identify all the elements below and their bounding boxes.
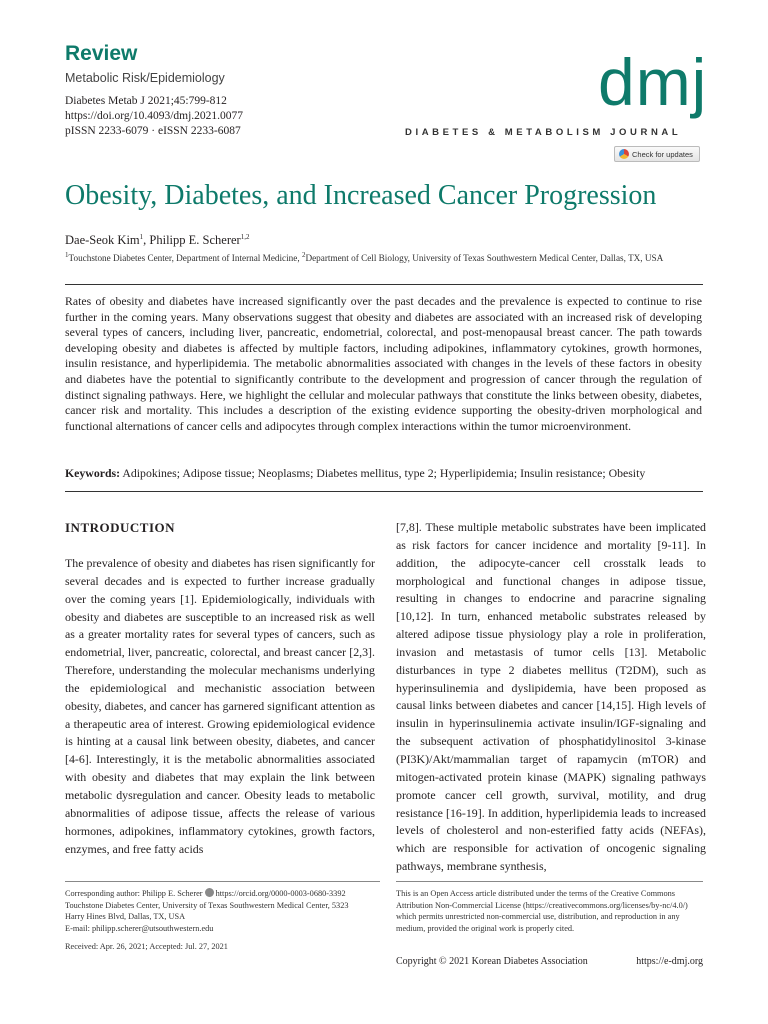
received-dates: Received: Apr. 26, 2021; Accepted: Jul. 27, 2021 bbox=[65, 942, 228, 951]
section-heading: INTRODUCTION bbox=[65, 520, 176, 535]
doi-link[interactable]: https://doi.org/10.4093/dmj.2021.0077 bbox=[65, 110, 244, 122]
issn: pISSN 2233-6079 · eISSN 2233-6087 bbox=[65, 125, 241, 137]
authors bbox=[65, 233, 249, 248]
author-name: Dae-Seok Kim bbox=[65, 233, 140, 247]
email[interactable]: E-mail: philipp.scherer@utsouthwestern.edu bbox=[65, 923, 214, 933]
journal-name: DIABETES & METABOLISM JOURNAL bbox=[405, 127, 682, 138]
article-category: Metabolic Risk/Epidemiology bbox=[65, 71, 225, 85]
affiliation-mark: 2 bbox=[301, 250, 306, 259]
citation: Diabetes Metab J 2021;45:799-812 bbox=[65, 95, 227, 107]
keywords bbox=[65, 466, 702, 481]
orcid-link[interactable]: https://orcid.org/0000-0003-0680-3392 bbox=[215, 889, 346, 898]
footnote-rule bbox=[396, 881, 703, 882]
article-title: Obesity, Diabetes, and Increased Cancer Progression bbox=[65, 180, 657, 211]
body-column-left: The prevalence of obesity and diabetes has risen significantly for several decades and is expected to further increase gradually over the coming years [1]. Epidemiologically, individuals with obesity and diabetes are susceptible to an increased risk as well as a greater mortality rates for several types of cancers, such as endometrial, liver, pancreatic, colorectal, and breast cancer [2,3]. Therefore, understanding the molecular mechanisms underlying the epidemiological and mechanistic association between obesity, diabetes, and cancer has garnered significant attention as a therapeutic area of interest. Growing epidemiological evidence is hinting at a causal link between obesity, diabetes, and cancer [4-6]. Interestingly, it is the metabolic abnormalities associated with obesity and diabetes that may explain the link between metabolic dysregulation and cancer. Obesity leads to metabolic abnormalities of adipose tissue, affects the release of various hormones, adipokines, inflammatory cytokines, growth factors, enzymes, and free fatty acids bbox=[65, 556, 375, 856]
abstract-bottom-rule bbox=[65, 491, 703, 492]
corresponding-author bbox=[65, 888, 380, 934]
check-updates-label: Check for updates bbox=[632, 149, 693, 159]
copyright: Copyright © 2021 Korean Diabetes Association bbox=[396, 956, 588, 967]
copyright-bar bbox=[396, 956, 703, 967]
corresponding-label: Corresponding author: Philipp E. Scherer bbox=[65, 889, 203, 898]
author-affiliation-mark: 1,2 bbox=[240, 232, 250, 241]
affiliation-text: Department of Cell Biology, University of Texas Southwestern Medical Center, Dallas, TX, USA bbox=[305, 253, 664, 263]
affiliations bbox=[65, 250, 664, 263]
abstract: Rates of obesity and diabetes have increased significantly over the past decades and the prevalence is expected to continue to rise further in the coming years. Many observations suggest that obesity and diabetes are associated with an increased risk of developing several types of cancers, including liver, pancreatic, endometrial, colorectal, and post-menopausal breast cancer. The path towards developing obesity and diabetes is affected by multiple factors, including adipokines, inflammatory cytokines, growth hormones, insulin resistance, and hyperlipidemia. The metabolic abnormalities associated with changes in the levels of these factors in obesity and diabetes have the potential to significantly contribute to the development and progression of cancer through the regulation of distinct signaling pathways. Here, we highlight the cellular and molecular pathways that constitute the links between obesity, diabetes, cancer risk and mortality. This includes a description of the existing evidence supporting the obesity-driven morphological and functional alternations of cancer cells and adipocytes through complex interactions within the tumor microenvironment. bbox=[65, 294, 702, 433]
address-line: Touchstone Diabetes Center, University of Texas Southwestern Medical Center, 5323 bbox=[65, 900, 349, 910]
journal-website-link[interactable]: https://e-dmj.org bbox=[636, 956, 703, 967]
article-type: Review bbox=[65, 42, 138, 65]
address-line: Harry Hines Blvd, Dallas, TX, USA bbox=[65, 912, 186, 921]
license-notice: This is an Open Access article distributed under the terms of the Creative Commons Attribution Non-Commercial License (https://creativecommons.org/licenses/by-nc/4.0/) which permits unrestricted non-commercial use, distribution, and reproduction in any medium, provided the original work is properly cited. bbox=[396, 889, 688, 933]
check-updates-button[interactable] bbox=[614, 146, 700, 162]
affiliation-mark: 1 bbox=[65, 250, 69, 259]
author-name: , Philipp E. Scherer bbox=[143, 233, 241, 247]
footnote-rule bbox=[65, 881, 380, 882]
keywords-label: Keywords: bbox=[65, 466, 121, 480]
affiliation-text: Touchstone Diabetes Center, Department of Internal Medicine, bbox=[68, 253, 302, 263]
body-column-right: [7,8]. These multiple metabolic substrates have been implicated as risk factors for cancer incidence and mortality [9-11]. In addition, the adipocyte-cancer cell crosstalk leads to morphological and functional changes in adipose tissue, resulting in changes to endocrine and paracrine signaling [10,12]. In turn, enhanced metabolic substrates released by altered adipose tissue physiology play a role in proliferation, invasion and metastasis of tumor cells [13]. Metabolic disturbances in type 2 diabetes mellitus (T2DM), such as hyperinsulinemia and dyslipidemia, have been proposed as causal links between diabetes and cancer [14,15]. High levels of insulin in hyperinsulinemia activate insulin/IGF-signaling and the subsequent activation of phosphatidylinositol 3-kinase (PI3K)/Akt/mammalian target of rapamycin (mTOR) and mitogen-activated protein kinase (MAPK) signaling pathways promote cancer cell growth, survival, motility, and drug resistance [16-19]. In addition, hyperlipidemia leads to increased levels of cholesterol and non-esterified fatty acids (NEFAs), which are responsible for activation of oncogenic signaling pathways, membrane synthesis, bbox=[396, 520, 706, 874]
journal-logo: dmj bbox=[598, 45, 708, 119]
author-affiliation-mark: 1 bbox=[139, 232, 144, 241]
abstract-top-rule bbox=[65, 284, 703, 285]
keywords-list: Adipokines; Adipose tissue; Neoplasms; Diabetes mellitus, type 2; Hyperlipidemia; Insulin resistance; Obesity bbox=[120, 466, 646, 480]
crossmark-icon bbox=[619, 149, 629, 159]
orcid-icon[interactable] bbox=[205, 888, 214, 897]
